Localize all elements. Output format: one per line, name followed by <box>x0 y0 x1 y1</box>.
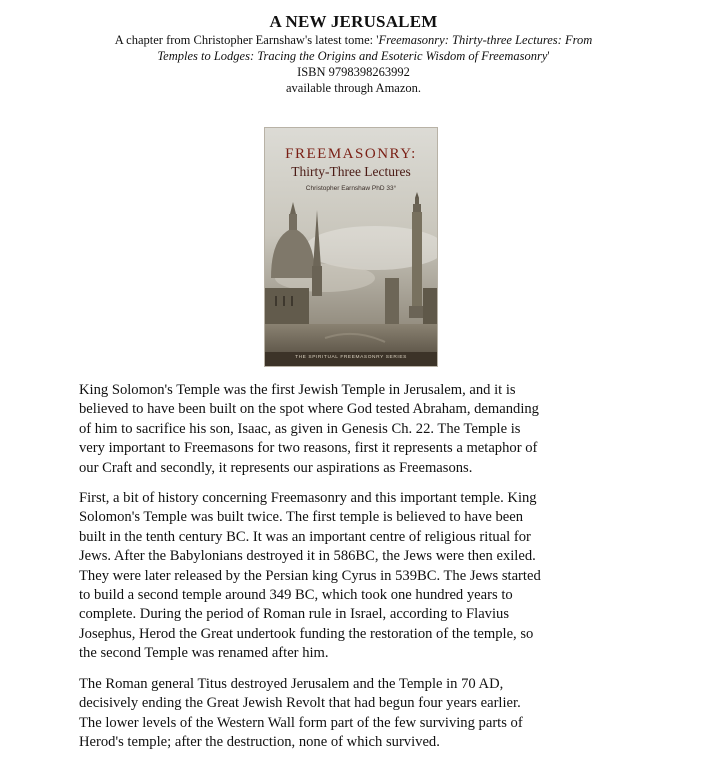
text-line: Josephus, Herod the Great undertook funding the restoration of the temple, so <box>79 625 534 642</box>
text-line: They were later released by the Persian king Cyrus in 539BC. The Jews started <box>79 567 541 584</box>
book-title-suffix: ' <box>547 49 550 63</box>
book-cover-image <box>264 127 438 367</box>
paragraph-2 <box>79 489 639 664</box>
text-line: the second Temple was renamed after him. <box>79 645 329 662</box>
text-line: Herod's temple; after the destruction, none of which survived. <box>79 733 440 750</box>
text-line: Solomon's Temple was built twice. The first temple is believed to have been <box>79 509 524 526</box>
book-title-line <box>0 48 707 64</box>
chapter-body <box>79 381 639 763</box>
isbn: ISBN 9798398263992 <box>297 65 410 79</box>
text-line: believed to have been built on the spot where God tested Abraham, demanding <box>79 401 539 418</box>
text-line: of him to sacrifice his son, Isaac, as given in Genesis Ch. 22. The Temple is <box>79 420 521 437</box>
chapter-source-line <box>0 32 707 48</box>
book-title-part-2: Temples to Lodges: Tracing the Origins and Esoteric Wisdom of Freemasonry <box>157 49 548 63</box>
availability-note: available through Amazon. <box>285 81 422 95</box>
document-title: A NEW JERUSALEM <box>269 12 438 31</box>
text-line: our Craft and secondly, it represents our aspirations as Freemasons. <box>79 459 473 476</box>
text-line: First, a bit of history concerning Freemasonry and this important temple. King <box>79 490 537 507</box>
cover-author: Christopher Earnshaw PhD 33° <box>305 185 397 192</box>
text-line: complete. During the period of Roman rule in Israel, according to Flavius <box>79 606 509 623</box>
cover-subtitle: Thirty-Three Lectures <box>291 164 411 179</box>
document-header <box>0 12 707 96</box>
cover-title: FREEMASONRY: <box>285 146 417 162</box>
text-line: to build a second temple around 349 BC, which took one hundred years to <box>79 587 513 604</box>
book-title-part-1: Freemasonry: Thirty-three Lectures: From <box>378 33 593 47</box>
text-line: built in the tenth century BC. It was an important centre of religious ritual for <box>79 528 531 545</box>
text-line: decisively ending the Great Jewish Revolt that had begun four years earlier. <box>79 695 521 712</box>
text-line: very important to Freemasons for two reasons, first it represents a metaphor of <box>79 440 538 457</box>
text-line: The Roman general Titus destroyed Jerusalem and the Temple in 70 AD, <box>79 675 504 692</box>
cover-series-band: THE SPIRITUAL FREEMASONRY SERIES <box>295 355 407 360</box>
text-line: King Solomon's Temple was the first Jewish Temple in Jerusalem, and it is <box>79 382 516 398</box>
text-line: The lower levels of the Western Wall form part of the few surviving parts of <box>79 714 523 731</box>
paragraph-1 <box>79 381 639 478</box>
text-line: Jews. After the Babylonians destroyed it in 586BC, the Jews were then exiled. <box>79 548 536 565</box>
chapter-source-prefix: A chapter from Christopher Earnshaw's latest tome: ' <box>114 33 379 47</box>
paragraph-3 <box>79 675 639 753</box>
